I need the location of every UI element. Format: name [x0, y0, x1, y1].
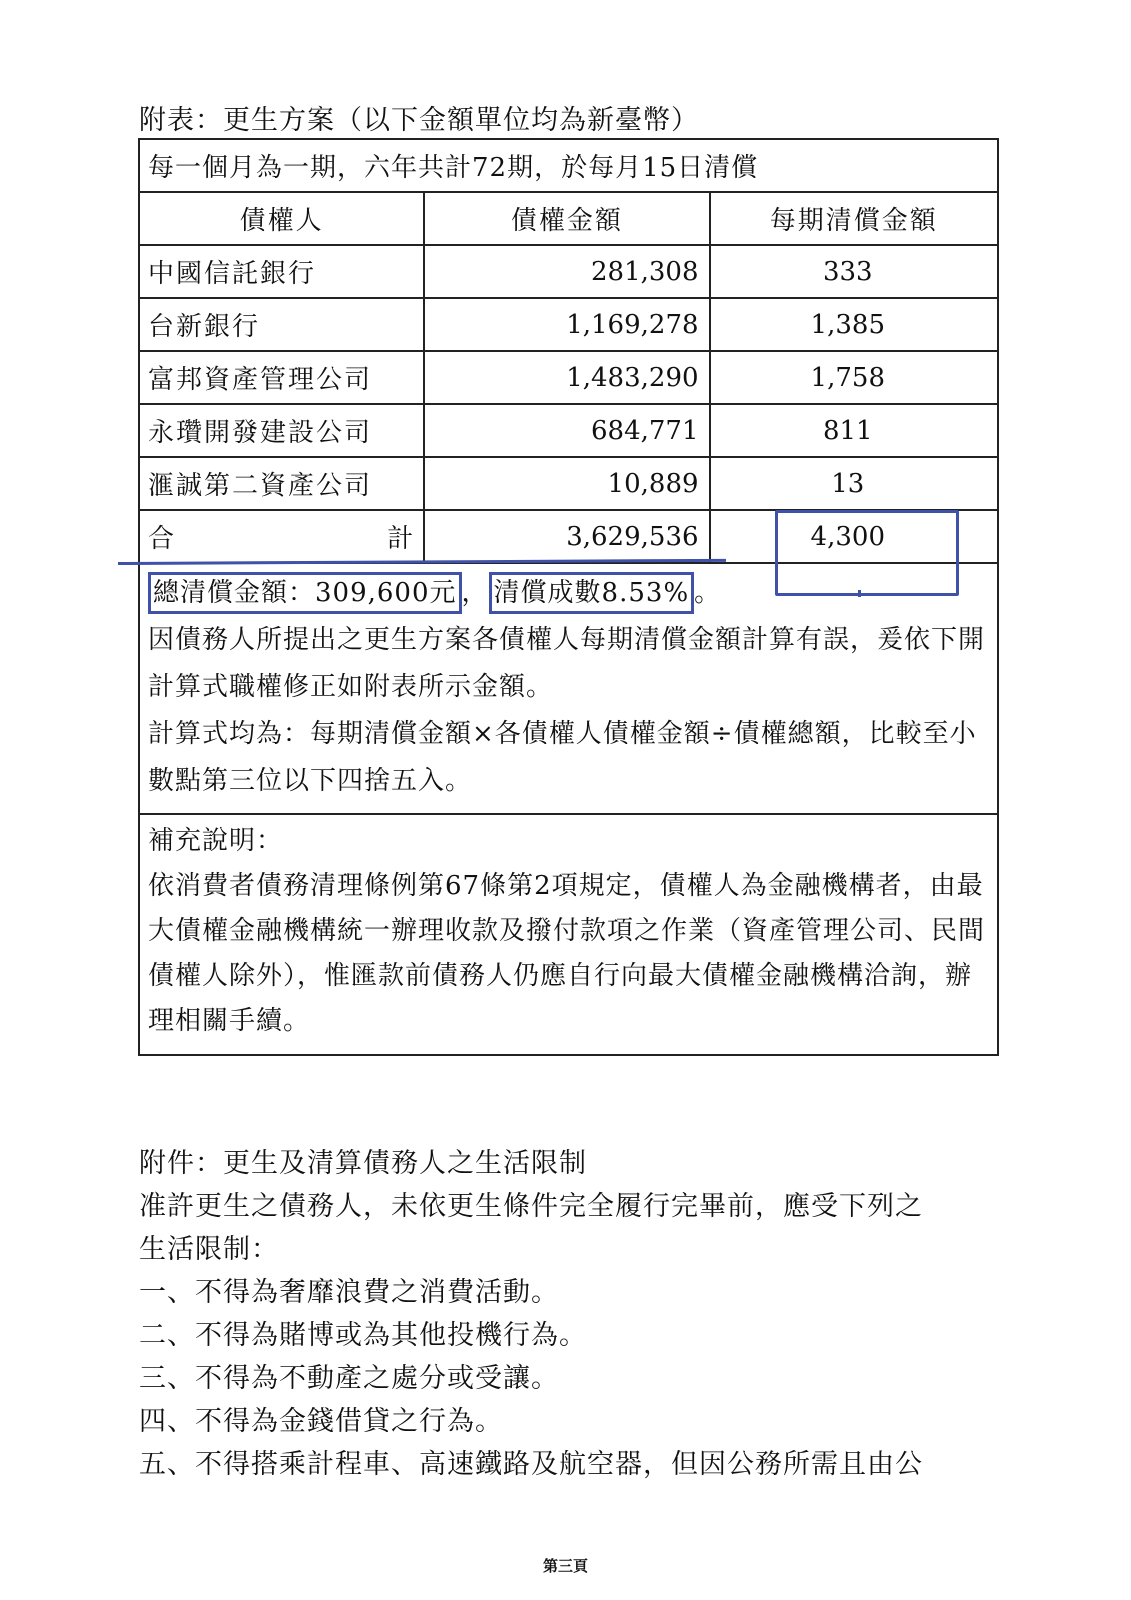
total-installment-amount: 4,300 [710, 510, 998, 563]
supplement-body: 依消費者債務清理條例第67條第2項規定，債權人為金融機構者，由最大債權金融機構統一辦理收款及撥付款項之作業（資產管理公司、民間債權人除外），惟匯款前債務人仍應自行向最大債權金融機構洽詢，辦理相關手續。 [148, 871, 986, 1036]
restriction-item: 二、不得為賭博或為其他投機行為。 [139, 1320, 587, 1351]
summary-row [139, 563, 998, 814]
installment-amount: 13 [710, 457, 998, 510]
total-label [139, 510, 424, 563]
formula-text: 計算式均為：每期清償金額×各債權人債權金額÷債權總額，比較至小數點第三位以下四捨五入。 [148, 719, 977, 796]
correction-text: 因債務人所提出之更生方案各債權人每期清償金額計算有誤，爰依下開計算式職權修正如附表所示金額。 [148, 625, 986, 702]
attachment-section [139, 1142, 1009, 1486]
restriction-item: 四、不得為金錢借貸之行為。 [139, 1406, 503, 1437]
attachment-intro-continued: 生活限制： [139, 1234, 279, 1265]
creditor-name: 富邦資產管理公司 [139, 351, 424, 404]
creditor-name: 台新銀行 [139, 298, 424, 351]
restriction-item: 五、不得搭乘計程車、高速鐵路及航空器，但因公務所需且由公 [139, 1449, 923, 1480]
claim-amount: 10,889 [424, 457, 709, 510]
total-label-right: 計 [387, 524, 416, 554]
installment-amount: 1,385 [710, 298, 998, 351]
header-creditor: 債權人 [139, 192, 424, 245]
table-row [139, 404, 998, 457]
attachment-intro: 准許更生之債務人，未依更生條件完全履行完畢前，應受下列之 [139, 1191, 923, 1222]
installment-amount: 811 [710, 404, 998, 457]
box-annotation [775, 510, 959, 596]
page-number: 第三頁 [542, 1557, 588, 1575]
restriction-item: 一、不得為奢靡浪費之消費活動。 [139, 1277, 559, 1308]
table-row [139, 245, 998, 298]
supplement-title: 補充說明： [148, 826, 284, 856]
claim-amount: 1,483,290 [424, 351, 709, 404]
repayment-ratio-highlight: 清償成數8.53% [489, 572, 695, 614]
table-row [139, 298, 998, 351]
header-installment-amount: 每期清償金額 [710, 192, 998, 245]
creditor-name: 中國信託銀行 [139, 245, 424, 298]
claim-amount: 1,169,278 [424, 298, 709, 351]
repayment-plan-table [138, 138, 999, 1056]
table-row [139, 351, 998, 404]
restriction-item: 三、不得為不動產之處分或受讓。 [139, 1363, 559, 1394]
supplement-cell [139, 814, 998, 1055]
period-note-row [139, 139, 998, 192]
summary-cell [139, 563, 998, 814]
box-annotation-tick [858, 590, 861, 597]
total-label-left: 合 [148, 524, 177, 554]
summary-separator: ， [461, 578, 489, 608]
summary-end: 。 [694, 578, 722, 608]
page-heading: 附表：更生方案（以下金額單位均為新臺幣） [139, 105, 699, 136]
table-row [139, 457, 998, 510]
header-claim-amount: 債權金額 [424, 192, 709, 245]
table-header-row [139, 192, 998, 245]
creditor-name: 永瓚開發建設公司 [139, 404, 424, 457]
total-claim-amount: 3,629,536 [424, 510, 709, 563]
creditor-name: 滙誠第二資產公司 [139, 457, 424, 510]
claim-amount: 281,308 [424, 245, 709, 298]
attachment-title: 附件：更生及清算債務人之生活限制 [139, 1148, 587, 1179]
installment-amount: 333 [710, 245, 998, 298]
total-repayment-highlight: 總清償金額：309,600元 [148, 572, 462, 614]
period-note: 每一個月為一期，六年共計72期，於每月15日清償 [139, 139, 998, 192]
claim-amount: 684,771 [424, 404, 709, 457]
supplement-row [139, 814, 998, 1055]
installment-amount: 1,758 [710, 351, 998, 404]
